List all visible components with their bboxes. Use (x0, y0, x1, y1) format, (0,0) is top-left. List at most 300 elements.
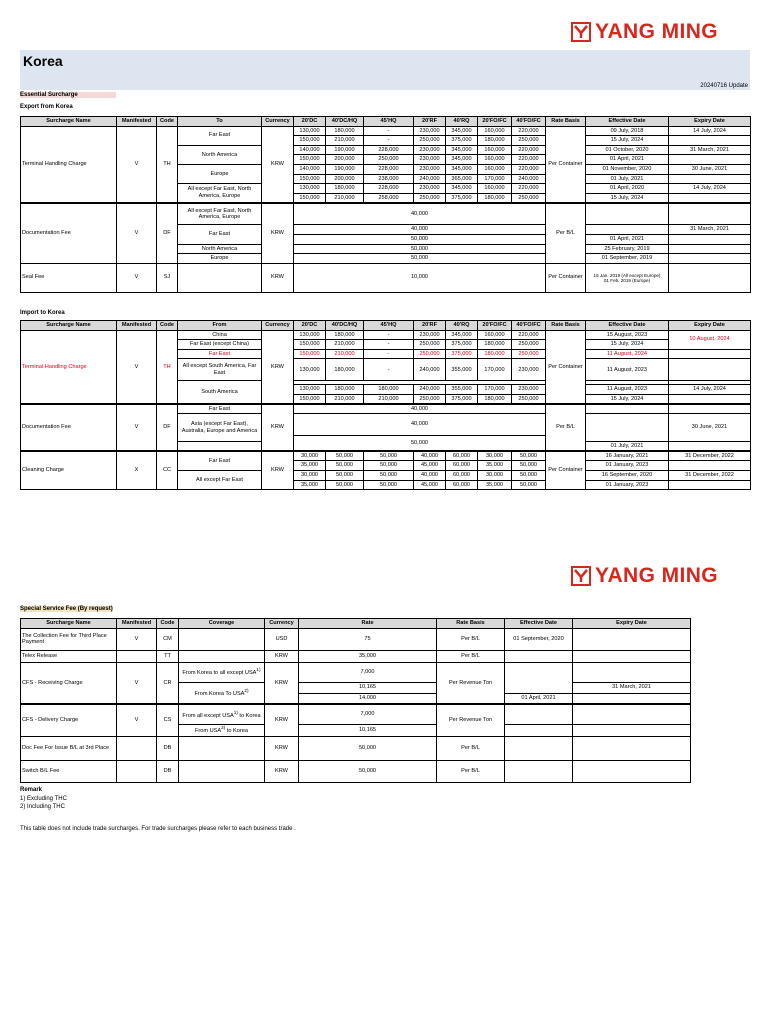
surcharge-name: CFS - Receiving Charge (21, 662, 117, 704)
update-date: 20240716 Update (700, 83, 748, 89)
col-manifested: Manifested (117, 117, 157, 127)
cell: 60,000 (446, 451, 478, 461)
cell: 130,000 (294, 359, 326, 381)
destination: North America (178, 145, 262, 164)
expiry-date (573, 736, 691, 760)
surcharge-name: Switch B/L Fee (21, 760, 117, 782)
expiry-date (573, 724, 691, 736)
cell: 45,000 (414, 461, 446, 471)
cell: 375,000 (446, 394, 478, 404)
cell: 150,000 (294, 136, 326, 146)
rate-basis: Per Container (546, 330, 586, 404)
cell: 50,000 (364, 461, 414, 471)
cell: 240,000 (414, 385, 446, 395)
manifested: V (117, 330, 157, 404)
effective-date: 15 August, 2023 (586, 330, 669, 340)
effective-date: 11 August, 2023 (586, 359, 669, 381)
cell: - (364, 330, 414, 340)
cell: 200,000 (326, 155, 364, 165)
destination: All except Far East, North America, Europe (178, 184, 262, 203)
cell: 60,000 (446, 461, 478, 471)
col-manifested: Manifested (117, 321, 157, 331)
surcharge-name: Seal Fee (21, 263, 117, 292)
col-40dc: 40'DC/HQ (326, 321, 364, 331)
coverage (179, 628, 265, 650)
cell: 180,000 (478, 136, 512, 146)
table-row (21, 628, 691, 650)
import-label: Import to Korea (20, 310, 65, 316)
expiry-date (669, 155, 751, 165)
effective-date: 01 October, 2020 (586, 145, 669, 155)
col-40dc: 40'DC/HQ (326, 117, 364, 127)
currency: KRW (262, 451, 294, 489)
cell: 130,000 (294, 126, 326, 136)
rate: 40,000 (294, 203, 546, 225)
rate-basis: Per B/L (437, 760, 505, 782)
expiry-date (669, 404, 751, 414)
cell: 230,000 (414, 184, 446, 194)
manifested: V (117, 263, 157, 292)
code: TT (157, 650, 179, 662)
cell: 250,000 (414, 340, 446, 350)
rate: 40,000 (294, 225, 546, 235)
code: TH (157, 126, 178, 203)
cell: 35,000 (478, 461, 512, 471)
export-table (20, 116, 751, 293)
expiry-date: 31 March, 2021 (669, 145, 751, 155)
cell: 180,000 (326, 359, 364, 381)
manifested (117, 650, 157, 662)
cell: 180,000 (478, 340, 512, 350)
footnote-1: 1) (233, 709, 238, 715)
cell: 35,000 (294, 480, 326, 490)
origin: Far East (178, 404, 262, 414)
table-row (21, 760, 691, 782)
cell: 170,000 (478, 385, 512, 395)
effective-date: 01 April, 2021 (586, 155, 669, 165)
cell: - (364, 340, 414, 350)
effective-date (505, 704, 573, 724)
rate: 50,000 (299, 736, 437, 760)
surcharge-name: Cleaning Charge (21, 451, 117, 489)
expiry-date: 30 June, 2021 (669, 414, 751, 442)
currency: KRW (265, 760, 299, 782)
effective-date (586, 414, 669, 442)
effective-date: 01 November, 2020 (586, 164, 669, 174)
cell: 228,000 (364, 145, 414, 155)
cell: 150,000 (294, 349, 326, 359)
rate: 75 (299, 628, 437, 650)
cell: 180,000 (478, 193, 512, 203)
cell: 250,000 (414, 136, 446, 146)
surcharge-name: The Collection Fee for Third Place Payment (21, 628, 117, 650)
cell: 50,000 (364, 451, 414, 461)
col-effective: Effective Date (505, 619, 573, 629)
effective-date (586, 263, 669, 292)
rate: 50,000 (299, 760, 437, 782)
cell: 170,000 (478, 174, 512, 184)
expiry-date: 14 July, 2024 (669, 385, 751, 395)
cell: 130,000 (294, 385, 326, 395)
rate: 7,000 (299, 662, 437, 682)
cell: 375,000 (446, 136, 478, 146)
rate: 50,000 (294, 244, 546, 254)
brand-mark-icon (571, 566, 591, 586)
essential-label: Essential Surcharge (20, 92, 116, 98)
code: CM (157, 628, 179, 650)
destination: All except Far East, North America, Europe (178, 203, 262, 225)
currency: KRW (265, 736, 299, 760)
title-banner (20, 50, 750, 90)
cell: 210,000 (326, 136, 364, 146)
col-40fo: 40'FO/FC (512, 117, 546, 127)
expiry-date: 31 December, 2022 (669, 470, 751, 480)
col-20fo: 20'FO/FC (478, 321, 512, 331)
cell: 50,000 (326, 470, 364, 480)
footnote-2: 2) (244, 688, 249, 694)
col-code: Code (157, 619, 179, 629)
cell: 30,000 (478, 470, 512, 480)
code: CC (157, 451, 178, 489)
cell: 180,000 (326, 385, 364, 395)
rate-basis: Per B/L (546, 404, 586, 451)
surcharge-name: Terminal Handling Charge (21, 330, 117, 404)
currency: KRW (262, 203, 294, 263)
origin: Far East (178, 349, 262, 359)
cell: 150,000 (294, 394, 326, 404)
expiry-date: 31 December, 2022 (669, 451, 751, 461)
cell: 250,000 (414, 349, 446, 359)
col-coverage: Coverage (179, 619, 265, 629)
cell: 170,000 (478, 359, 512, 381)
rate-basis: Per Revenue Ton (437, 662, 505, 704)
cell: 50,000 (326, 461, 364, 471)
effective-date: 25 February, 2019 (586, 244, 669, 254)
cell: 140,000 (294, 164, 326, 174)
coverage-text: From USA (195, 728, 222, 735)
effective-date (586, 404, 669, 414)
effective-date: 01 July, 2021 (586, 174, 669, 184)
manifested: V (117, 628, 157, 650)
currency: KRW (265, 662, 299, 704)
rate-basis: Per B/L (437, 736, 505, 760)
cell: 150,000 (294, 155, 326, 165)
effective-date (505, 724, 573, 736)
cell: 375,000 (446, 340, 478, 350)
col-rate-basis: Rate Basis (437, 619, 505, 629)
effective-date (505, 650, 573, 662)
cell: 230,000 (414, 164, 446, 174)
cell: 190,000 (326, 145, 364, 155)
surcharge-name: CFS - Delivery Charge (21, 704, 117, 736)
surcharge-name: Doc Fee For Issue B/L at 3rd Place (21, 736, 117, 760)
cell: 355,000 (446, 359, 478, 381)
expiry-date (573, 760, 691, 782)
rate-basis: Per B/L (546, 203, 586, 263)
coverage-text: From Korea To USA (194, 690, 245, 697)
col-20rf: 20'RF (414, 321, 446, 331)
cell: 160,000 (478, 155, 512, 165)
table-row (21, 736, 691, 760)
cell: 50,000 (364, 470, 414, 480)
cell: 150,000 (294, 193, 326, 203)
col-20fo: 20'FO/FC (478, 117, 512, 127)
coverage-text: to Korea (239, 712, 261, 719)
remark-1: 1) Excluding THC (20, 795, 67, 802)
cell: 45,000 (414, 480, 446, 490)
origin: All except South America, Far East (178, 359, 262, 381)
origin: All except Far East (178, 470, 262, 489)
code: DF (157, 404, 178, 451)
cell: 50,000 (512, 451, 546, 461)
cell: 50,000 (364, 480, 414, 490)
expiry-date (573, 693, 691, 704)
expiry-date (573, 650, 691, 662)
effective-date: 01 January, 2023 (586, 461, 669, 471)
expiry-date (669, 480, 751, 490)
col-expiry: Expiry Date (669, 321, 751, 331)
cell: 345,000 (446, 330, 478, 340)
cell: 250,000 (512, 193, 546, 203)
cell: 258,000 (364, 193, 414, 203)
currency: KRW (262, 330, 294, 404)
page-title: Korea (23, 53, 63, 69)
cell: 345,000 (446, 126, 478, 136)
table-row (21, 404, 751, 414)
col-20dc: 20'DC (294, 117, 326, 127)
cell: 220,000 (512, 330, 546, 340)
rate-basis: Per B/L (437, 650, 505, 662)
effective-date: 01 January, 2023 (586, 480, 669, 490)
destination (178, 263, 262, 292)
effective-date: 15 July, 2024 (586, 340, 669, 350)
cell: 150,000 (294, 174, 326, 184)
import-table (20, 320, 751, 490)
origin: South America (178, 381, 262, 404)
col-40rq: 40'RQ (446, 321, 478, 331)
cell: 250,000 (414, 394, 446, 404)
expiry-date (669, 203, 751, 225)
currency: KRW (265, 650, 299, 662)
destination: Europe (178, 254, 262, 264)
rate-basis: Per B/L (437, 628, 505, 650)
expiry-date (669, 263, 751, 292)
remarks-title: Remark (20, 787, 43, 793)
cell: 230,000 (512, 385, 546, 395)
cell: 250,000 (364, 155, 414, 165)
table-row (21, 263, 751, 292)
cell: 180,000 (326, 330, 364, 340)
brand-name: YANG MING (595, 564, 719, 587)
cell: 130,000 (294, 330, 326, 340)
cell: 250,000 (512, 394, 546, 404)
rate-basis: Per Container (546, 451, 586, 489)
cell: 180,000 (478, 394, 512, 404)
manifested (117, 736, 157, 760)
cell: 200,000 (326, 174, 364, 184)
table-row (21, 203, 751, 225)
expiry-date (573, 704, 691, 724)
expiry-date (669, 244, 751, 254)
special-label: Special Service Fee (By request) (20, 606, 113, 612)
table-row (21, 662, 691, 682)
destination: North America (178, 244, 262, 254)
manifested: V (117, 404, 157, 451)
table-row (21, 126, 751, 136)
origin: Asia (except Far East), Australia, Europe and America (178, 414, 262, 442)
expiry-date (669, 234, 751, 244)
effective-date: 09 July, 2018 (586, 126, 669, 136)
surcharge-name: Documentation Fee (21, 203, 117, 263)
rate-basis: Per Container (546, 126, 586, 203)
expiry-date (669, 461, 751, 471)
cell: 365,000 (446, 174, 478, 184)
effective-date: 01 September, 2020 (505, 628, 573, 650)
brand-mark-icon (571, 22, 591, 42)
coverage-text: From Korea to all except USA (182, 670, 257, 677)
destination: Far East (178, 126, 262, 145)
table-row (21, 330, 751, 340)
expiry-date: 14 July, 2024 (669, 184, 751, 194)
coverage (179, 724, 265, 736)
manifested (117, 760, 157, 782)
cell: 40,000 (414, 470, 446, 480)
cell: 140,000 (294, 145, 326, 155)
cell: - (364, 349, 414, 359)
destination: Europe (178, 164, 262, 183)
cell: 230,000 (414, 145, 446, 155)
coverage (179, 682, 265, 704)
brand-name: YANG MING (595, 20, 719, 43)
expiry-date (669, 349, 751, 359)
col-rate-basis: Rate Basis (546, 321, 586, 331)
code: CR (157, 662, 179, 704)
col-currency: Currency (262, 117, 294, 127)
expiry-date (669, 442, 751, 452)
col-surcharge-name: Surcharge Name (21, 117, 117, 127)
cell: 250,000 (512, 340, 546, 350)
rate: 40,000 (294, 414, 546, 436)
coverage (179, 736, 265, 760)
expiry-date: 10 August, 2024 (669, 330, 751, 349)
cell: - (364, 136, 414, 146)
rate: 50,000 (294, 234, 546, 244)
cell: 220,000 (512, 126, 546, 136)
cell: 40,000 (414, 451, 446, 461)
expiry-date (669, 193, 751, 203)
code: CS (157, 704, 179, 736)
effective-date (505, 736, 573, 760)
col-45hq: 45'HQ (364, 321, 414, 331)
cell: 30,000 (294, 470, 326, 480)
special-table (20, 618, 691, 783)
rate: 10,165 (299, 724, 437, 736)
cell: 228,000 (364, 184, 414, 194)
coverage (179, 704, 265, 724)
cell: 50,000 (512, 470, 546, 480)
rate: 50,000 (294, 254, 546, 264)
coverage (179, 650, 265, 662)
cell: 240,000 (414, 359, 446, 381)
col-manifested: Manifested (117, 619, 157, 629)
currency: KRW (262, 404, 294, 451)
origin (178, 442, 262, 452)
footnote-1: 1) (256, 667, 261, 673)
table-row (21, 650, 691, 662)
col-expiry: Expiry Date (669, 117, 751, 127)
surcharge-name: Documentation Fee (21, 404, 117, 451)
cell: 210,000 (326, 340, 364, 350)
col-20dc: 20'DC (294, 321, 326, 331)
remark-2: 2) Including THC (20, 804, 65, 811)
col-code: Code (157, 117, 178, 127)
table-row (21, 451, 751, 461)
effective-date: 15 July, 2024 (586, 193, 669, 203)
col-expiry: Expiry Date (573, 619, 691, 629)
cell: 30,000 (294, 451, 326, 461)
expiry-date: 30 June, 2021 (669, 164, 751, 174)
cell: 228,000 (364, 164, 414, 174)
cell: 345,000 (446, 145, 478, 155)
expiry-date: 14 July, 2024 (669, 126, 751, 136)
code: TH (157, 330, 178, 404)
col-40rq: 40'RQ (446, 117, 478, 127)
cell: 345,000 (446, 184, 478, 194)
table-row (21, 704, 691, 724)
code: DB (157, 736, 179, 760)
col-effective: Effective Date (586, 321, 669, 331)
col-currency: Currency (265, 619, 299, 629)
effective-date: 11 August, 2023 (586, 385, 669, 395)
cell: - (364, 359, 414, 381)
cell: 30,000 (478, 451, 512, 461)
col-20rf: 20'RF (414, 117, 446, 127)
col-surcharge-name: Surcharge Name (21, 619, 117, 629)
col-40fo: 40'FO/FC (512, 321, 546, 331)
col-code: Code (157, 321, 178, 331)
effective-date: 01 April, 2020 (586, 184, 669, 194)
coverage-text: to Korea (226, 728, 248, 735)
cell: 50,000 (512, 480, 546, 490)
cell: 35,000 (294, 461, 326, 471)
origin: Far East (178, 451, 262, 470)
cell: 220,000 (512, 155, 546, 165)
cell: 160,000 (478, 145, 512, 155)
rate: 40,000 (294, 404, 546, 414)
rate: 10,165 (299, 682, 437, 693)
cell: 250,000 (512, 136, 546, 146)
rate: 10,000 (294, 263, 546, 292)
cell: 50,000 (326, 480, 364, 490)
rate-basis: Per Revenue Ton (437, 704, 505, 736)
cell: 150,000 (294, 340, 326, 350)
cell: 190,000 (326, 164, 364, 174)
cell: 345,000 (446, 164, 478, 174)
brand-logo (571, 20, 718, 44)
currency: KRW (262, 263, 294, 292)
rate: 50,000 (294, 436, 546, 452)
effective-date: 11 August, 2024 (586, 349, 669, 359)
effective-date (505, 760, 573, 782)
cell: 60,000 (446, 480, 478, 490)
cell: 210,000 (326, 394, 364, 404)
destination: Far East (178, 225, 262, 244)
coverage-text: From all except USA (182, 712, 234, 719)
cell: 240,000 (414, 174, 446, 184)
cell: 210,000 (326, 349, 364, 359)
cell: 240,000 (512, 174, 546, 184)
manifested: V (117, 126, 157, 203)
